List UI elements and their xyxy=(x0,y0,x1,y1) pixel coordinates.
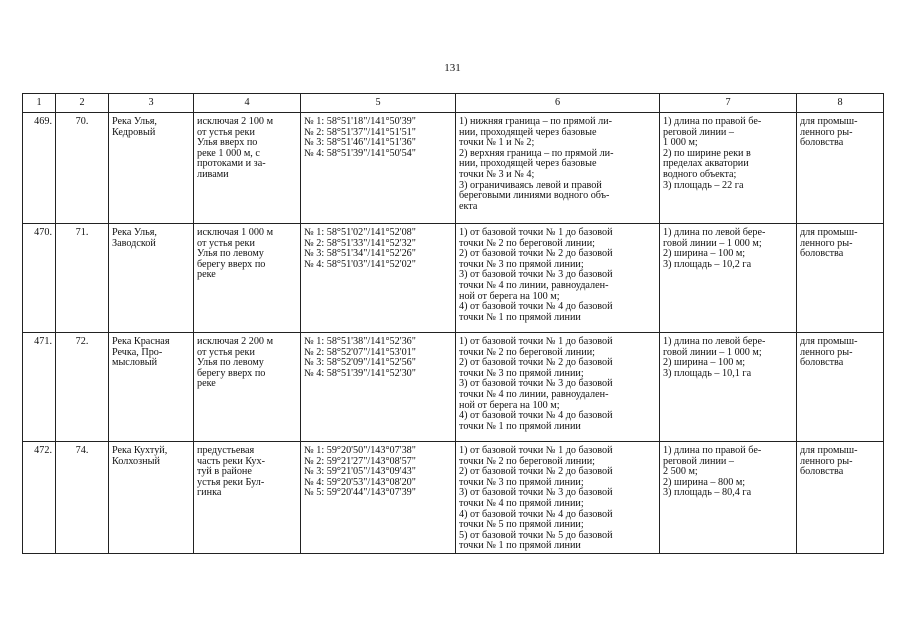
cell-line: боловства xyxy=(800,357,844,369)
cell-line: № 3: 58°51'34"/141°52'26" xyxy=(304,248,416,260)
cell-line: 1) нижняя граница – по прямой ли- xyxy=(459,116,612,127)
cell-line: береговыми линиями водного объ- xyxy=(459,190,610,202)
cell-line: № 4: 58°51'39"/141°50'54" xyxy=(304,147,416,159)
cell-line: 2) верхняя граница – по прямой ли- xyxy=(459,147,614,159)
cell-line: боловства xyxy=(800,137,844,149)
header-row xyxy=(23,94,884,113)
cell-line: точки № 3 по прямой линии; xyxy=(459,476,584,488)
site-name-cell xyxy=(109,113,194,224)
cell-line: водного объекта; xyxy=(663,168,737,180)
site-number-cell: 72. xyxy=(56,333,109,442)
site-number-cell: 71. xyxy=(56,224,109,333)
purpose-cell xyxy=(797,113,884,224)
cell-line: Улья по левому xyxy=(197,357,264,369)
cell-line: 1) длина по левой бере- xyxy=(663,227,766,238)
column-header: 3 xyxy=(109,94,194,113)
size-cell xyxy=(660,113,797,224)
coordinates-cell xyxy=(301,442,456,554)
column-header: 5 xyxy=(301,94,456,113)
cell-line: 2) ширина – 800 м; xyxy=(663,476,746,488)
column-header: 4 xyxy=(194,94,301,113)
cell-line: 1) длина по левой бере- xyxy=(663,336,766,347)
cell-line: от устья реки xyxy=(197,346,255,358)
row-number-cell: 469. xyxy=(23,113,56,224)
cell-line: № 5: 59°20'44"/143°07'39" xyxy=(304,487,416,499)
cell-line: 2) по ширине реки в xyxy=(663,147,751,159)
fishing-areas-table xyxy=(22,93,884,554)
cell-line: исключая 1 000 м xyxy=(197,227,274,238)
cell-line: говой линии – 1 000 м; xyxy=(663,237,762,249)
cell-line: 3) от базовой точки № 3 до базовой xyxy=(459,487,613,499)
purpose-cell xyxy=(797,333,884,442)
cell-line: 4) от базовой точки № 4 до базовой xyxy=(459,410,613,422)
row-number-cell: 471. xyxy=(23,333,56,442)
cell-line: точки № 1 и № 2; xyxy=(459,137,535,149)
coordinates-cell xyxy=(301,113,456,224)
cell-line: устья реки Бул- xyxy=(197,476,265,488)
location-cell xyxy=(194,113,301,224)
cell-line: ной от берега на 100 м; xyxy=(459,399,560,411)
cell-line: от устья реки xyxy=(197,237,255,249)
table-row xyxy=(23,224,884,333)
cell-line: протоками и за- xyxy=(197,158,266,170)
cell-line: № 2: 58°52'07"/141°53'01" xyxy=(304,346,416,358)
cell-line: исключая 2 100 м xyxy=(197,116,274,127)
column-header: 7 xyxy=(660,94,797,113)
cell-line: предустьевая xyxy=(197,445,255,456)
cell-line: боловства xyxy=(800,466,844,478)
cell-line: реке 1 000 м, с xyxy=(197,147,260,159)
cell-line: 2) ширина – 100 м; xyxy=(663,248,746,260)
cell-line: ленного ры- xyxy=(800,346,853,358)
cell-line: нии, проходящей через базовые xyxy=(459,126,597,138)
cell-line: Улья по левому xyxy=(197,248,264,260)
cell-line: Колхозный xyxy=(112,455,160,467)
cell-line: 2) от базовой точки № 2 до базовой xyxy=(459,248,613,260)
row-number-cell: 470. xyxy=(23,224,56,333)
cell-line: реговой линии – xyxy=(663,126,734,138)
page-number: 131 xyxy=(444,62,461,74)
cell-line: точки № 3 и № 4; xyxy=(459,168,535,180)
cell-line: № 4: 58°51'03"/141°52'02" xyxy=(304,258,416,270)
cell-line: берегу вверх по xyxy=(197,367,266,379)
size-cell xyxy=(660,442,797,554)
cell-line: 3) площадь – 10,2 га xyxy=(663,258,752,270)
cell-line: для промыш- xyxy=(800,445,858,456)
cell-line: 3) площадь – 80,4 га xyxy=(663,487,752,499)
table-row xyxy=(23,113,884,224)
cell-line: точки № 2 по береговой линии; xyxy=(459,455,595,467)
cell-line: точки № 3 по прямой линии; xyxy=(459,367,584,379)
cell-line: ной от берега на 100 м; xyxy=(459,290,560,302)
cell-line: туй в районе xyxy=(197,466,252,478)
cell-line: берегу вверх по xyxy=(197,258,266,270)
cell-line: реке xyxy=(197,378,216,390)
cell-line: точки № 1 по прямой линии xyxy=(459,311,581,323)
cell-line: точки № 3 по прямой линии; xyxy=(459,258,584,270)
site-name-cell xyxy=(109,442,194,554)
cell-line: точки № 2 по береговой линии; xyxy=(459,346,595,358)
cell-line: гинка xyxy=(197,487,222,499)
column-header: 1 xyxy=(23,94,56,113)
site-name-cell xyxy=(109,224,194,333)
cell-line: исключая 2 200 м xyxy=(197,336,274,347)
cell-line: № 1: 58°51'02"/141°52'08" xyxy=(304,227,416,238)
purpose-cell xyxy=(797,224,884,333)
cell-line: точки № 1 по прямой линии xyxy=(459,540,581,552)
location-cell xyxy=(194,333,301,442)
size-cell xyxy=(660,333,797,442)
cell-line: 3) площадь – 22 га xyxy=(663,179,744,191)
purpose-cell xyxy=(797,442,884,554)
cell-line: точки № 1 по прямой линии xyxy=(459,420,581,432)
boundary-description-cell xyxy=(456,333,660,442)
cell-line: 1) длина по правой бе- xyxy=(663,445,762,456)
cell-line: № 1: 58°51'38"/141°52'36" xyxy=(304,336,416,347)
cell-line: Река Красная xyxy=(112,336,170,347)
cell-line: ленного ры- xyxy=(800,237,853,249)
cell-line: № 2: 59°21'27"/143°08'57" xyxy=(304,455,416,467)
cell-line: 4) от базовой точки № 4 до базовой xyxy=(459,301,613,313)
cell-line: мысловый xyxy=(112,357,158,369)
boundary-description-cell xyxy=(456,113,660,224)
cell-line: Улья вверх по xyxy=(197,137,258,149)
location-cell xyxy=(194,224,301,333)
cell-line: № 3: 59°21'05"/143°09'43" xyxy=(304,466,416,478)
cell-line: 1) длина по правой бе- xyxy=(663,116,762,127)
cell-line: 1) от базовой точки № 1 до базовой xyxy=(459,336,613,347)
site-name-cell xyxy=(109,333,194,442)
cell-line: точки № 4 по линии, равноудален- xyxy=(459,279,609,291)
cell-line: Кедровый xyxy=(112,126,156,138)
cell-line: точки № 4 по линии, равноудален- xyxy=(459,388,609,400)
column-header: 2 xyxy=(56,94,109,113)
cell-line: точки № 4 по прямой линии; xyxy=(459,497,584,509)
cell-line: боловства xyxy=(800,248,844,260)
coordinates-cell xyxy=(301,333,456,442)
cell-line: 2) ширина – 100 м; xyxy=(663,357,746,369)
cell-line: 3) ограничиваясь левой и правой xyxy=(459,179,602,191)
cell-line: точки № 5 по прямой линии; xyxy=(459,519,584,531)
cell-line: № 1: 59°20'50"/143°07'38" xyxy=(304,445,416,456)
cell-line: 1 000 м; xyxy=(663,137,698,149)
cell-line: № 3: 58°52'09"/141°52'56" xyxy=(304,357,416,369)
cell-line: 2) от базовой точки № 2 до базовой xyxy=(459,357,613,369)
cell-line: № 1: 58°51'18"/141°50'39" xyxy=(304,116,416,127)
cell-line: нии, проходящей через базовые xyxy=(459,158,597,170)
cell-line: № 4: 58°51'39"/141°52'30" xyxy=(304,367,416,379)
site-number-cell: 70. xyxy=(56,113,109,224)
cell-line: № 2: 58°51'37"/141°51'51" xyxy=(304,126,416,138)
cell-line: от устья реки xyxy=(197,126,255,138)
table-row xyxy=(23,442,884,554)
cell-line: № 2: 58°51'33"/141°52'32" xyxy=(304,237,416,249)
cell-line: екта xyxy=(459,200,478,212)
column-header: 6 xyxy=(456,94,660,113)
cell-line: для промыш- xyxy=(800,227,858,238)
cell-line: 3) от базовой точки № 3 до базовой xyxy=(459,378,613,390)
cell-line: часть реки Кух- xyxy=(197,455,265,467)
column-header: 8 xyxy=(797,94,884,113)
size-cell xyxy=(660,224,797,333)
cell-line: 2) от базовой точки № 2 до базовой xyxy=(459,466,613,478)
cell-line: 3) площадь – 10,1 га xyxy=(663,367,752,379)
cell-line: Река Улья, xyxy=(112,116,157,127)
cell-line: реговой линии – xyxy=(663,455,734,467)
cell-line: Заводской xyxy=(112,237,156,249)
cell-line: ливами xyxy=(197,168,229,180)
boundary-description-cell xyxy=(456,224,660,333)
row-number-cell: 472. xyxy=(23,442,56,554)
location-cell xyxy=(194,442,301,554)
cell-line: Река Кухтуй, xyxy=(112,445,168,456)
cell-line: 3) от базовой точки № 3 до базовой xyxy=(459,269,613,281)
cell-line: 4) от базовой точки № 4 до базовой xyxy=(459,508,613,520)
coordinates-cell xyxy=(301,224,456,333)
cell-line: для промыш- xyxy=(800,336,858,347)
cell-line: ленного ры- xyxy=(800,126,853,138)
cell-line: Река Улья, xyxy=(112,227,157,238)
boundary-description-cell xyxy=(456,442,660,554)
cell-line: 1) от базовой точки № 1 до базовой xyxy=(459,445,613,456)
cell-line: 1) от базовой точки № 1 до базовой xyxy=(459,227,613,238)
cell-line: № 4: 59°20'53"/143°08'20" xyxy=(304,476,416,488)
cell-line: Речка, Про- xyxy=(112,346,163,358)
cell-line: 2 500 м; xyxy=(663,466,698,478)
table-row xyxy=(23,333,884,442)
cell-line: говой линии – 1 000 м; xyxy=(663,346,762,358)
cell-line: для промыш- xyxy=(800,116,858,127)
cell-line: реке xyxy=(197,269,216,281)
cell-line: № 3: 58°51'46"/141°51'36" xyxy=(304,137,416,149)
cell-line: точки № 2 по береговой линии; xyxy=(459,237,595,249)
cell-line: пределах акватории xyxy=(663,158,749,170)
cell-line: ленного ры- xyxy=(800,455,853,467)
cell-line: 5) от базовой точки № 5 до базовой xyxy=(459,529,613,541)
site-number-cell: 74. xyxy=(56,442,109,554)
